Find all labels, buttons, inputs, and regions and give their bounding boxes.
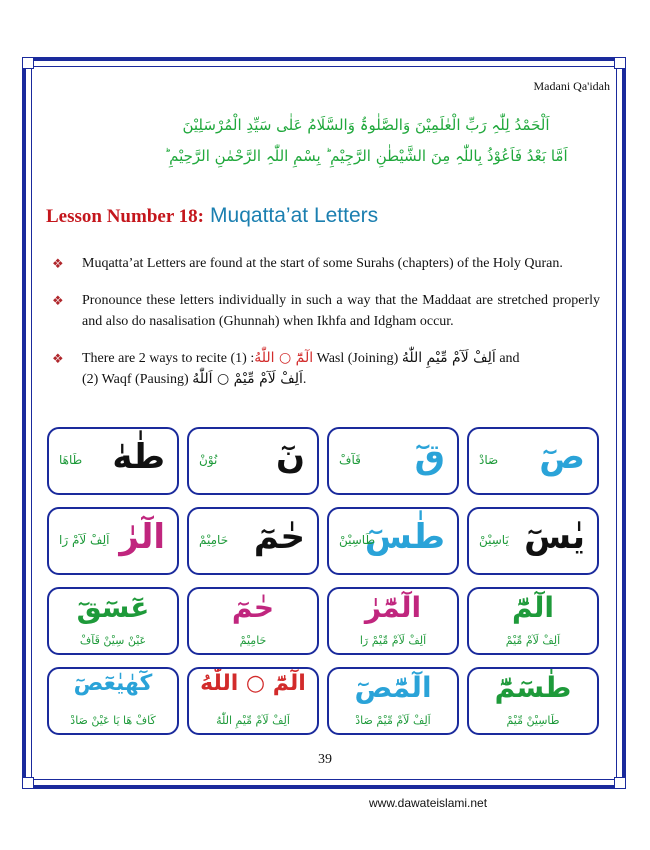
letter-pronunciation: اَلِفْ لَآمْ مِّيْمْ رَا	[359, 634, 427, 647]
letter-pronunciation: طَاسِيْنْ مِّيْمْ	[506, 714, 560, 727]
bullet-text	[82, 348, 600, 390]
letter-arabic: يٰسٓ	[524, 517, 585, 557]
letter-pronunciation: اَلِفْ لَآمْ مِّيْمْ صَادْ	[355, 714, 431, 727]
dua-line-1: اَلْحَمْدُ لِلّٰہِ رَبِّ الْعٰلَمِیْنَ وَالصَّلٰوۃُ وَالسَّلَامُ عَلٰی سَیِّدِ الْمُرْسَلِیْنَ	[182, 116, 550, 134]
lesson-title: Muqatta’at Letters	[210, 204, 379, 227]
border-corner	[22, 777, 34, 789]
letter-card	[467, 667, 599, 735]
letter-card	[187, 507, 319, 575]
letter-card	[187, 667, 319, 735]
letter-card	[467, 587, 599, 655]
diamond-bullet-icon: ❖	[52, 351, 64, 366]
letter-arabic: الٓرٰ	[119, 517, 165, 557]
border-corner	[614, 777, 626, 789]
border-corner	[614, 57, 626, 69]
bullet-text-part: and	[499, 351, 520, 366]
letters-grid	[47, 427, 603, 739]
letter-card	[47, 427, 179, 495]
website-url: www.dawateislami.net	[369, 796, 488, 810]
letter-arabic: الٓمّٓ	[511, 591, 555, 624]
letter-pronunciation: قَآفْ	[339, 453, 361, 467]
border-corner	[22, 57, 34, 69]
letter-arabic: الٓمّٓ ○ اللّٰهُ	[200, 671, 306, 696]
letter-card	[327, 507, 459, 575]
letter-pronunciation: صَادْ	[479, 453, 499, 467]
letter-card	[467, 507, 599, 575]
lesson-heading	[46, 204, 378, 228]
dua-line-2: اَمَّا بَعْدُ فَاَعُوْذُ بِاللّٰہِ مِنَ الشَّیْطٰنِ الرَّجِیْمِ ؕ بِسْمِ اللّٰہِ الرَّحْمٰنِ الرَّحِیْمِ ؕ	[164, 147, 568, 165]
letter-arabic: حٰمٓ	[253, 517, 305, 557]
letter-card	[47, 667, 179, 735]
letter-card	[187, 427, 319, 495]
arabic-example: اَلِفْ لَآمْ مِّيْمْ ○ اَللّٰهُ	[192, 371, 303, 387]
letter-arabic: عٓسٓقٓ	[76, 591, 150, 624]
letter-card	[467, 427, 599, 495]
lesson-label: Lesson Number 18:	[46, 206, 204, 227]
letter-pronunciation: نُوْنْ	[199, 453, 218, 467]
page-number: 39	[318, 752, 332, 767]
letter-card	[327, 587, 459, 655]
letter-arabic: طٰهٰ	[112, 437, 165, 477]
letter-card	[47, 587, 179, 655]
letter-pronunciation: عَيْنْ سِيْنْ قَآفْ	[79, 634, 147, 647]
letter-pronunciation: اَلِفْ لَآمْ مِّيْمْ	[505, 634, 561, 647]
letter-arabic: طٰسٓمّٓ	[494, 671, 572, 704]
letter-arabic: قٓ	[414, 437, 445, 477]
arabic-example-red: الٓمّٓ ○ اللّٰهُ	[254, 350, 314, 366]
letter-arabic: كٓهٰيٰعٓصٓ	[73, 671, 153, 696]
letter-card	[187, 587, 319, 655]
bullet-text-part: : (1) Wasl (Joining)	[230, 351, 399, 366]
letter-card	[327, 427, 459, 495]
bullet-item	[52, 253, 600, 274]
letter-pronunciation: طَاهَا	[59, 453, 83, 467]
bullet-text-part: There are 2 ways to recite	[82, 351, 227, 366]
letter-arabic: الٓمّٓصٓ	[354, 671, 432, 704]
letter-pronunciation: اَلِفْ لَآمْ رَا	[59, 533, 110, 547]
letter-pronunciation: كَافْ هَا يَا عَيْنْ صَادْ	[70, 714, 156, 727]
diamond-bullet-icon: ❖	[52, 256, 64, 271]
diamond-bullet-icon: ❖	[52, 293, 64, 308]
letter-card	[47, 507, 179, 575]
bullet-item	[52, 290, 600, 332]
bullet-text: Pronounce these letters individually in such a way that the Maddaat are stretched properly and also do nasalisation (Ghunnah) when Ikhfa and Idgham occur.	[82, 293, 600, 329]
letter-pronunciation: حَامِيْمْ	[199, 533, 229, 547]
bullet-item	[52, 348, 600, 390]
letter-arabic: طٰسٓ	[364, 517, 445, 557]
letter-arabic: نٓ	[275, 437, 305, 477]
letter-pronunciation: طَاسِيْنْ	[339, 533, 376, 547]
letter-pronunciation: يَاسِيْنْ	[479, 533, 509, 547]
letter-pronunciation: اَلِفْ لَآمْ مِّيْمِ اللّٰهُ	[216, 714, 290, 727]
letter-arabic: الٓمّٓرٰ	[364, 591, 422, 624]
bullet-text-part: (2) Waqf (Pausing)	[82, 372, 189, 387]
book-title: Madani Qa'idah	[533, 79, 610, 93]
bullet-text-part: .	[302, 372, 307, 387]
letter-card	[327, 667, 459, 735]
bullet-text: Muqatta’at Letters are found at the start of some Surahs (chapters) of the Holy Quran.	[82, 256, 563, 271]
letter-arabic: صٓ	[539, 437, 585, 477]
letter-arabic: حٰمٓ	[231, 591, 275, 624]
letter-pronunciation: حَامِيْمْ	[239, 634, 267, 647]
arabic-example: اَلِفْ لَآمْ مِّيْمِ اللّٰهُ	[401, 350, 496, 366]
